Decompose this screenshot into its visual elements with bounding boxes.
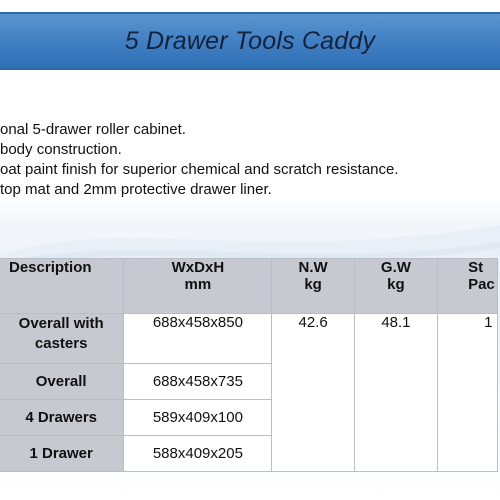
row-dimensions: 688x458x850 bbox=[124, 314, 272, 364]
row-dimensions: 589x409x100 bbox=[124, 400, 272, 436]
row-description: 4 Drawers bbox=[0, 400, 124, 436]
row-description: 1 Drawer bbox=[0, 436, 124, 472]
row-standard-pack: 1 bbox=[438, 314, 498, 472]
row-dimensions: 688x458x735 bbox=[124, 364, 272, 400]
feature-item: onal 5-drawer roller cabinet. bbox=[0, 121, 186, 138]
header-standard-pack: St Pac bbox=[438, 259, 498, 314]
feature-item: top mat and 2mm protective drawer liner. bbox=[0, 181, 272, 198]
row-dimensions: 588x409x205 bbox=[124, 436, 272, 472]
header-dimensions: WxDxH mm bbox=[124, 259, 272, 314]
table-row bbox=[0, 314, 498, 364]
header-description: Description bbox=[0, 259, 124, 314]
row-description: Overall bbox=[0, 364, 124, 400]
row-gross-weight: 48.1 bbox=[354, 314, 437, 472]
header-net-weight: N.W kg bbox=[272, 259, 354, 314]
feature-item: oat paint finish for superior chemical and scratch resistance. bbox=[0, 161, 399, 178]
feature-item: body construction. bbox=[0, 141, 122, 158]
spec-table bbox=[0, 258, 498, 472]
header-gross-weight: G.W kg bbox=[354, 259, 437, 314]
row-description: Overall with casters bbox=[0, 314, 124, 364]
row-net-weight: 42.6 bbox=[272, 314, 354, 472]
feature-list bbox=[0, 120, 500, 200]
page-title: 5 Drawer Tools Caddy bbox=[124, 27, 376, 55]
title-banner bbox=[0, 12, 500, 70]
table-header-row bbox=[0, 259, 498, 314]
